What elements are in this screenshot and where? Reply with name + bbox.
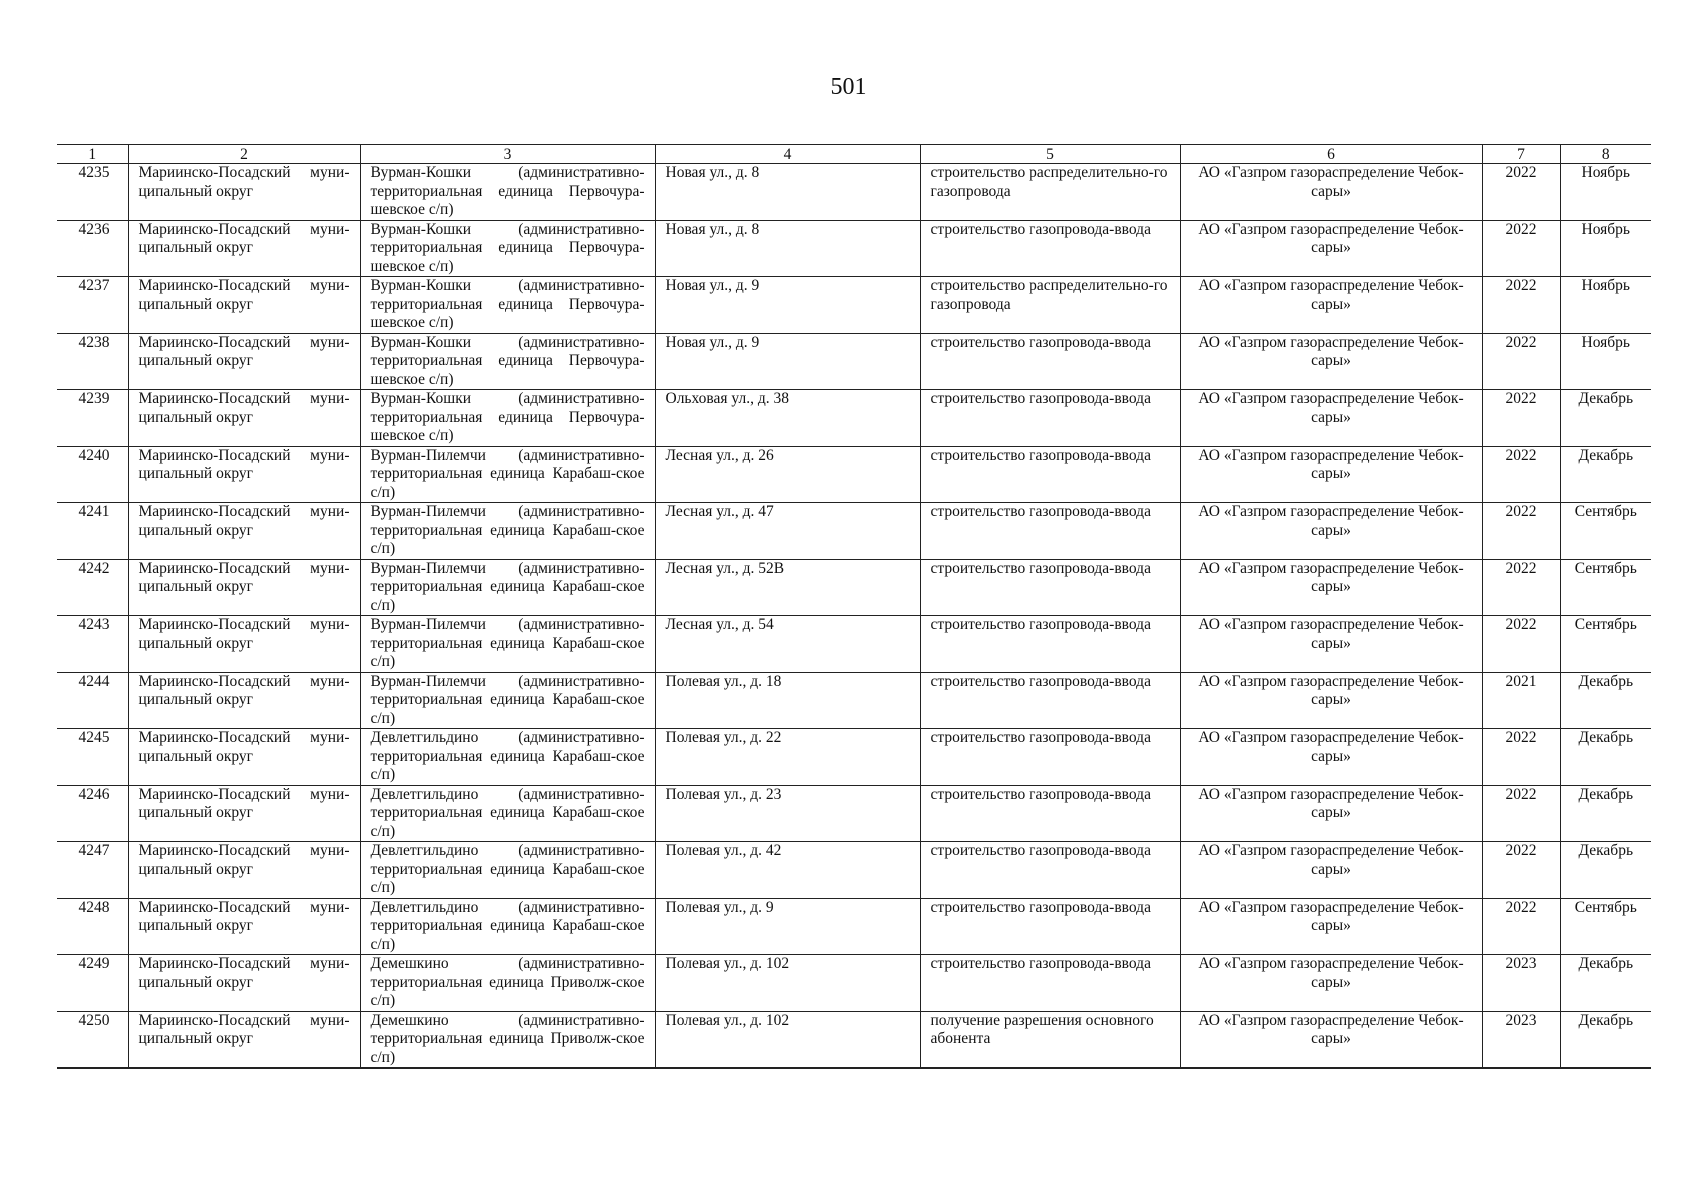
settlement-cell: Вурман-Пилемчи (административно-территориальная единица Карабаш-ское с/п) — [360, 672, 655, 729]
table-body — [57, 164, 1651, 1069]
table-row — [57, 672, 1651, 729]
address-cell: Ольховая ул., д. 38 — [655, 390, 920, 447]
month-cell: Декабрь — [1560, 729, 1651, 786]
page-number: 501 — [830, 74, 867, 100]
month-cell: Декабрь — [1560, 446, 1651, 503]
month-cell: Декабрь — [1560, 955, 1651, 1012]
organization-cell: АО «Газпром газораспределение Чебок-сары» — [1180, 390, 1482, 447]
table-row — [57, 277, 1651, 334]
year-cell: 2022 — [1482, 729, 1560, 786]
work-type-cell: строительство газопровода-ввода — [920, 955, 1180, 1012]
year-cell: 2022 — [1482, 277, 1560, 334]
settlement-cell: Вурман-Кошки (административно-территориальная единица Первочура-шевское с/п) — [360, 277, 655, 334]
address-cell: Полевая ул., д. 102 — [655, 955, 920, 1012]
work-type-cell: строительство газопровода-ввода — [920, 559, 1180, 616]
work-type-cell: строительство распределительно-го газопровода — [920, 164, 1180, 221]
row-number-cell: 4235 — [57, 164, 128, 221]
settlement-cell: Вурман-Пилемчи (административно-территориальная единица Карабаш-ское с/п) — [360, 503, 655, 560]
address-cell: Лесная ул., д. 54 — [655, 616, 920, 673]
address-cell: Новая ул., д. 8 — [655, 220, 920, 277]
address-cell: Лесная ул., д. 47 — [655, 503, 920, 560]
district-cell: Мариинско-Посадский муни-ципальный округ — [128, 785, 360, 842]
table-row — [57, 616, 1651, 673]
address-cell: Новая ул., д. 9 — [655, 277, 920, 334]
address-cell: Полевая ул., д. 23 — [655, 785, 920, 842]
table-row — [57, 898, 1651, 955]
address-cell: Новая ул., д. 9 — [655, 333, 920, 390]
year-cell: 2022 — [1482, 559, 1560, 616]
organization-cell: АО «Газпром газораспределение Чебок-сары» — [1180, 785, 1482, 842]
row-number-cell: 4246 — [57, 785, 128, 842]
organization-cell: АО «Газпром газораспределение Чебок-сары» — [1180, 503, 1482, 560]
row-number-cell: 4249 — [57, 955, 128, 1012]
settlement-cell: Девлетгильдино (административно-территориальная единица Карабаш-ское с/п) — [360, 842, 655, 899]
row-number-cell: 4239 — [57, 390, 128, 447]
work-type-cell: строительство газопровода-ввода — [920, 785, 1180, 842]
settlement-cell: Демешкино (административно-территориальная единица Приволж-ское с/п) — [360, 955, 655, 1012]
table-row — [57, 1011, 1651, 1068]
table-row — [57, 390, 1651, 447]
work-type-cell: строительство газопровода-ввода — [920, 333, 1180, 390]
work-type-cell: строительство газопровода-ввода — [920, 220, 1180, 277]
settlement-cell: Вурман-Кошки (административно-территориальная единица Первочура-шевское с/п) — [360, 390, 655, 447]
row-number-cell: 4247 — [57, 842, 128, 899]
table-row — [57, 842, 1651, 899]
address-cell: Полевая ул., д. 102 — [655, 1011, 920, 1068]
month-cell: Декабрь — [1560, 672, 1651, 729]
column-header: 5 — [920, 145, 1180, 164]
month-cell: Ноябрь — [1560, 164, 1651, 221]
month-cell: Декабрь — [1560, 390, 1651, 447]
district-cell: Мариинско-Посадский муни-ципальный округ — [128, 1011, 360, 1068]
work-type-cell: строительство распределительно-го газопровода — [920, 277, 1180, 334]
district-cell: Мариинско-Посадский муни-ципальный округ — [128, 842, 360, 899]
row-number-cell: 4236 — [57, 220, 128, 277]
district-cell: Мариинско-Посадский муни-ципальный округ — [128, 446, 360, 503]
organization-cell: АО «Газпром газораспределение Чебок-сары» — [1180, 616, 1482, 673]
organization-cell: АО «Газпром газораспределение Чебок-сары» — [1180, 672, 1482, 729]
district-cell: Мариинско-Посадский муни-ципальный округ — [128, 503, 360, 560]
district-cell: Мариинско-Посадский муни-ципальный округ — [128, 164, 360, 221]
table-row — [57, 729, 1651, 786]
organization-cell: АО «Газпром газораспределение Чебок-сары» — [1180, 164, 1482, 221]
year-cell: 2022 — [1482, 446, 1560, 503]
table-row — [57, 559, 1651, 616]
year-cell: 2022 — [1482, 616, 1560, 673]
year-cell: 2021 — [1482, 672, 1560, 729]
settlement-cell: Девлетгильдино (административно-территориальная единица Карабаш-ское с/п) — [360, 785, 655, 842]
work-type-cell: получение разрешения основного абонента — [920, 1011, 1180, 1068]
work-type-cell: строительство газопровода-ввода — [920, 729, 1180, 786]
table-row — [57, 785, 1651, 842]
settlement-cell: Вурман-Пилемчи (административно-территориальная единица Карабаш-ское с/п) — [360, 446, 655, 503]
address-cell: Полевая ул., д. 18 — [655, 672, 920, 729]
month-cell: Сентябрь — [1560, 898, 1651, 955]
organization-cell: АО «Газпром газораспределение Чебок-сары» — [1180, 559, 1482, 616]
work-type-cell: строительство газопровода-ввода — [920, 842, 1180, 899]
settlement-cell: Вурман-Кошки (административно-территориальная единица Первочура-шевское с/п) — [360, 333, 655, 390]
table-row — [57, 446, 1651, 503]
organization-cell: АО «Газпром газораспределение Чебок-сары» — [1180, 446, 1482, 503]
settlement-cell: Вурман-Пилемчи (административно-территориальная единица Карабаш-ское с/п) — [360, 559, 655, 616]
month-cell: Ноябрь — [1560, 277, 1651, 334]
column-header: 4 — [655, 145, 920, 164]
settlement-cell: Девлетгильдино (административно-территориальная единица Карабаш-ское с/п) — [360, 729, 655, 786]
address-cell: Полевая ул., д. 42 — [655, 842, 920, 899]
organization-cell: АО «Газпром газораспределение Чебок-сары» — [1180, 729, 1482, 786]
settlement-cell: Демешкино (административно-территориальная единица Приволж-ское с/п) — [360, 1011, 655, 1068]
district-cell: Мариинско-Посадский муни-ципальный округ — [128, 559, 360, 616]
year-cell: 2022 — [1482, 220, 1560, 277]
address-cell: Лесная ул., д. 52В — [655, 559, 920, 616]
row-number-cell: 4250 — [57, 1011, 128, 1068]
column-header: 8 — [1560, 145, 1651, 164]
work-type-cell: строительство газопровода-ввода — [920, 446, 1180, 503]
month-cell: Декабрь — [1560, 785, 1651, 842]
organization-cell: АО «Газпром газораспределение Чебок-сары» — [1180, 955, 1482, 1012]
district-cell: Мариинско-Посадский муни-ципальный округ — [128, 220, 360, 277]
table-row — [57, 503, 1651, 560]
district-cell: Мариинско-Посадский муни-ципальный округ — [128, 390, 360, 447]
row-number-cell: 4245 — [57, 729, 128, 786]
column-header: 1 — [57, 145, 128, 164]
month-cell: Сентябрь — [1560, 616, 1651, 673]
column-header: 3 — [360, 145, 655, 164]
district-cell: Мариинско-Посадский муни-ципальный округ — [128, 729, 360, 786]
organization-cell: АО «Газпром газораспределение Чебок-сары» — [1180, 220, 1482, 277]
column-header: 6 — [1180, 145, 1482, 164]
month-cell: Декабрь — [1560, 1011, 1651, 1068]
district-cell: Мариинско-Посадский муни-ципальный округ — [128, 616, 360, 673]
organization-cell: АО «Газпром газораспределение Чебок-сары» — [1180, 898, 1482, 955]
month-cell: Сентябрь — [1560, 559, 1651, 616]
organization-cell: АО «Газпром газораспределение Чебок-сары» — [1180, 842, 1482, 899]
year-cell: 2022 — [1482, 842, 1560, 899]
table-row — [57, 333, 1651, 390]
month-cell: Ноябрь — [1560, 220, 1651, 277]
address-cell: Полевая ул., д. 22 — [655, 729, 920, 786]
column-header: 7 — [1482, 145, 1560, 164]
year-cell: 2022 — [1482, 164, 1560, 221]
district-cell: Мариинско-Посадский муни-ципальный округ — [128, 672, 360, 729]
address-cell: Полевая ул., д. 9 — [655, 898, 920, 955]
row-number-cell: 4237 — [57, 277, 128, 334]
table-row — [57, 220, 1651, 277]
work-type-cell: строительство газопровода-ввода — [920, 390, 1180, 447]
table-row — [57, 164, 1651, 221]
settlement-cell: Девлетгильдино (административно-территориальная единица Карабаш-ское с/п) — [360, 898, 655, 955]
month-cell: Декабрь — [1560, 842, 1651, 899]
row-number-cell: 4238 — [57, 333, 128, 390]
month-cell: Ноябрь — [1560, 333, 1651, 390]
row-number-cell: 4244 — [57, 672, 128, 729]
row-number-cell: 4248 — [57, 898, 128, 955]
year-cell: 2022 — [1482, 390, 1560, 447]
address-cell: Лесная ул., д. 26 — [655, 446, 920, 503]
work-type-cell: строительство газопровода-ввода — [920, 616, 1180, 673]
month-cell: Сентябрь — [1560, 503, 1651, 560]
settlement-cell: Вурман-Пилемчи (административно-территориальная единица Карабаш-ское с/п) — [360, 616, 655, 673]
year-cell: 2023 — [1482, 1011, 1560, 1068]
row-number-cell: 4243 — [57, 616, 128, 673]
settlement-cell: Вурман-Кошки (административно-территориальная единица Первочура-шевское с/п) — [360, 164, 655, 221]
district-cell: Мариинско-Посадский муни-ципальный округ — [128, 277, 360, 334]
row-number-cell: 4242 — [57, 559, 128, 616]
year-cell: 2022 — [1482, 898, 1560, 955]
register-table — [57, 144, 1651, 1069]
work-type-cell: строительство газопровода-ввода — [920, 503, 1180, 560]
table-row — [57, 955, 1651, 1012]
row-number-cell: 4240 — [57, 446, 128, 503]
district-cell: Мариинско-Посадский муни-ципальный округ — [128, 955, 360, 1012]
work-type-cell: строительство газопровода-ввода — [920, 898, 1180, 955]
district-cell: Мариинско-Посадский муни-ципальный округ — [128, 333, 360, 390]
organization-cell: АО «Газпром газораспределение Чебок-сары» — [1180, 277, 1482, 334]
year-cell: 2023 — [1482, 955, 1560, 1012]
address-cell: Новая ул., д. 8 — [655, 164, 920, 221]
column-number-row — [57, 145, 1651, 164]
work-type-cell: строительство газопровода-ввода — [920, 672, 1180, 729]
year-cell: 2022 — [1482, 785, 1560, 842]
district-cell: Мариинско-Посадский муни-ципальный округ — [128, 898, 360, 955]
row-number-cell: 4241 — [57, 503, 128, 560]
organization-cell: АО «Газпром газораспределение Чебок-сары» — [1180, 333, 1482, 390]
organization-cell: АО «Газпром газораспределение Чебок-сары» — [1180, 1011, 1482, 1068]
column-header: 2 — [128, 145, 360, 164]
settlement-cell: Вурман-Кошки (административно-территориальная единица Первочура-шевское с/п) — [360, 220, 655, 277]
year-cell: 2022 — [1482, 333, 1560, 390]
year-cell: 2022 — [1482, 503, 1560, 560]
